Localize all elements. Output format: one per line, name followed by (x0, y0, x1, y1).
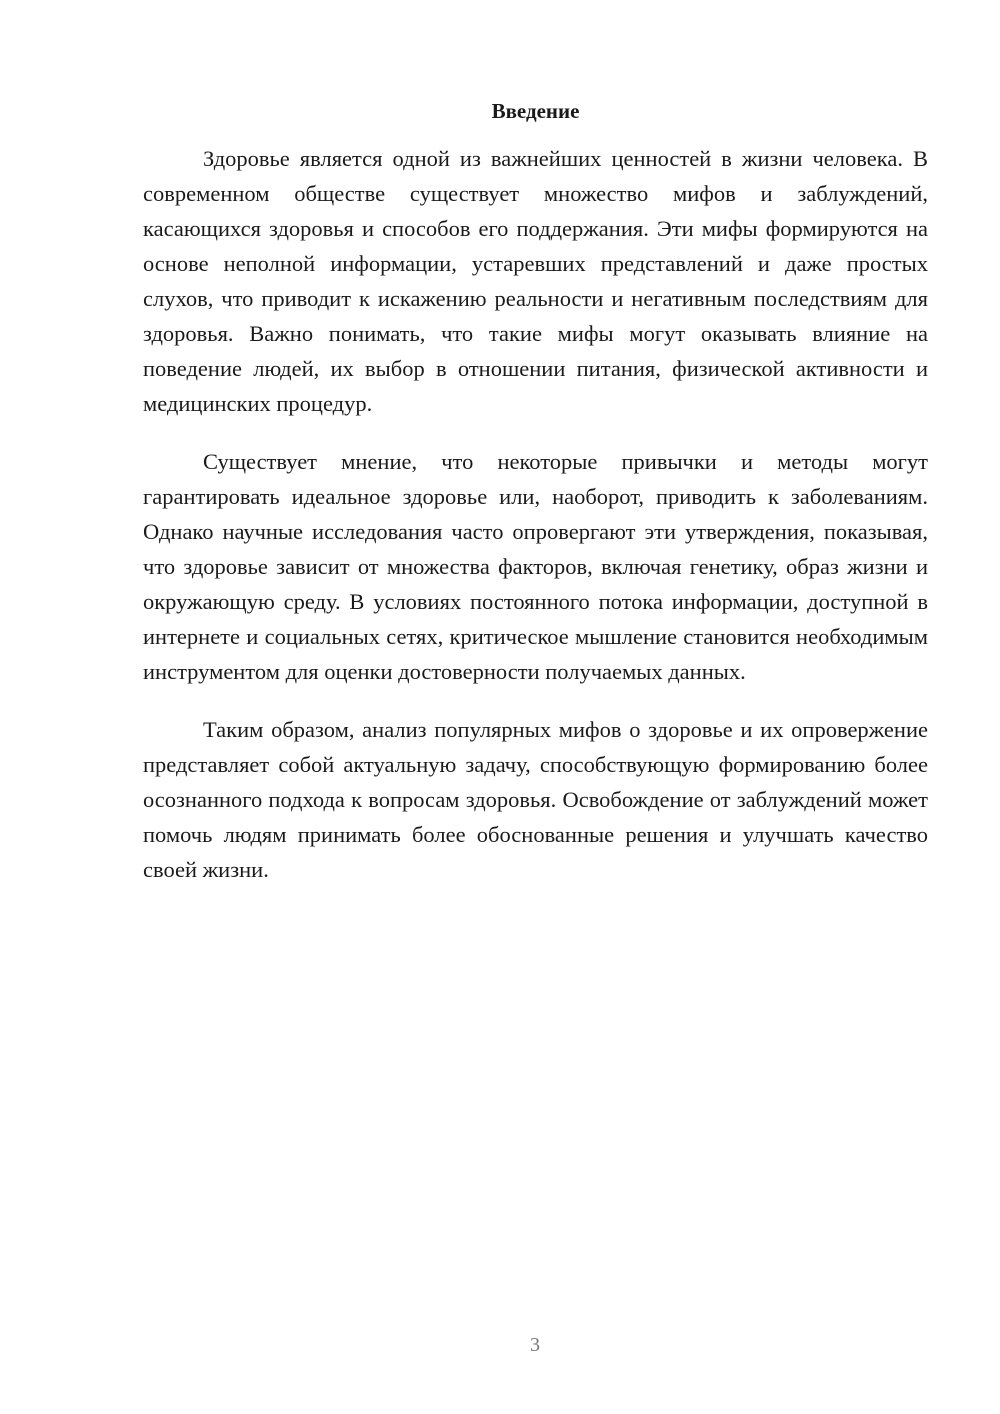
page-number: 3 (530, 1334, 540, 1356)
paragraph-2: Существует мнение, что некоторые привычки и методы могут гарантировать идеальное здоровье или, наоборот, приводить к заболеваниям. Однако научные исследования часто опровергают эти утверждения, показывая, что здоровье зависит от множества факторов, включая генетику, образ жизни и окружающую среду. В условиях постоянного потока информации, доступной в интернете и социальных сетях, критическое мышление становится необходимым инструментом для оценки достоверности получаемых данных. (143, 449, 928, 684)
body-text (143, 141, 928, 910)
section-heading: Введение (491, 99, 580, 123)
paragraph-3: Таким образом, анализ популярных мифов о здоровье и их опровержение представляет собой актуальную задачу, способствующую формированию более осознанного подхода к вопросам здоровья. Освобождение от заблуждений может помочь людям принимать более обоснованные решения и улучшать качество своей жизни. (143, 717, 928, 882)
paragraph-1: Здоровье является одной из важнейших ценностей в жизни человека. В современном обществе существует множество мифов и заблуждений, касающихся здоровья и способов его поддержания. Эти мифы формируются на основе неполной информации, устаревших представлений и даже простых слухов, что приводит к искажению реальности и негативным последствиям для здоровья. Важно понимать, что такие мифы могут оказывать влияние на поведение людей, их выбор в отношении питания, физической активности и медицинских процедур. (143, 146, 928, 416)
